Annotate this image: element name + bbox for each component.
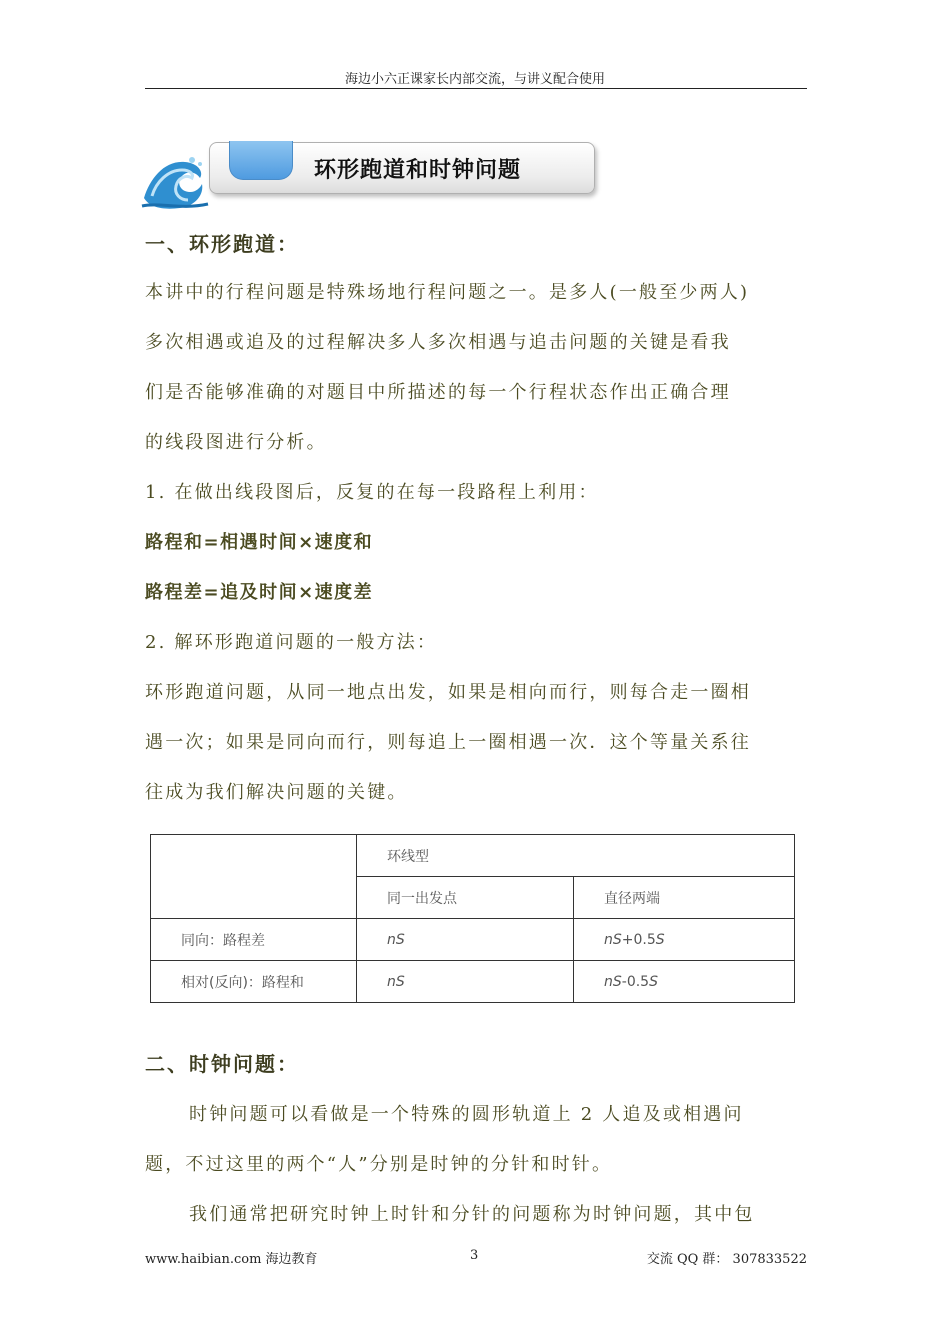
header-divider [145,88,807,89]
body-line: 时钟问题可以看做是一个特殊的圆形轨道上 2 人追及或相遇问 [189,1104,744,1125]
body-line: 我们通常把研究时钟上时针和分针的问题称为时钟问题，其中包 [189,1204,755,1225]
formula-diff: 路程差=追及时间×速度差 [145,582,374,603]
table-cell: nS [357,961,574,1003]
body-line: 的线段图进行分析。 [145,432,327,453]
table-corner-cell [151,835,357,919]
section-title-banner [209,142,595,194]
body-line: 环形跑道问题，从同一地点出发，如果是相向而行，则每合走一圈相 [145,682,751,703]
body-line: 遇一次；如果是同向而行，则每追上一圈相遇一次．这个等量关系往 [145,732,751,753]
table-col-header: 同一出发点 [357,877,574,919]
part1-heading: 一、环形跑道： [145,232,299,256]
body-line: 们是否能够准确的对题目中所描述的每一个行程状态作出正确合理 [145,382,731,403]
title-tab-decoration [229,141,293,180]
part2-heading: 二、时钟问题： [145,1052,299,1076]
section-title: 环形跑道和时钟问题 [314,158,522,183]
wave-icon [140,148,210,212]
table-row [151,919,795,961]
footer-website: www.haibian.com 海边教育 [145,1252,318,1267]
table-row [151,835,795,877]
table-row-label: 同向：路程差 [151,919,357,961]
body-line: 1. 在做出线段图后，反复的在每一段路程上利用： [145,482,599,503]
page-header: 海边小六正课家长内部交流，与讲义配合使用 [344,72,605,87]
table-row-label: 相对(反向)：路程和 [151,961,357,1003]
comparison-table [150,834,795,1003]
footer-qq-group: 交流 QQ 群： 307833522 [646,1252,807,1267]
body-line: 题，不过这里的两个“人”分别是时钟的分针和时针。 [145,1154,613,1175]
body-line: 本讲中的行程问题是特殊场地行程问题之一。是多人(一般至少两人) [145,282,750,303]
table-cell: nS [357,919,574,961]
formula-sum: 路程和=相遇时间×速度和 [145,532,374,553]
table-group-header: 环线型 [357,835,795,877]
body-line: 往成为我们解决问题的关键。 [145,782,408,803]
body-line: 2. 解环形跑道问题的一般方法： [145,632,438,653]
table-row [151,961,795,1003]
table-col-header: 直径两端 [574,877,795,919]
body-line: 多次相遇或追及的过程解决多人多次相遇与追击问题的关键是看我 [145,332,731,353]
table-cell: nS+0.5S [574,919,795,961]
table-cell: nS-0.5S [574,961,795,1003]
page-number: 3 [470,1248,479,1263]
